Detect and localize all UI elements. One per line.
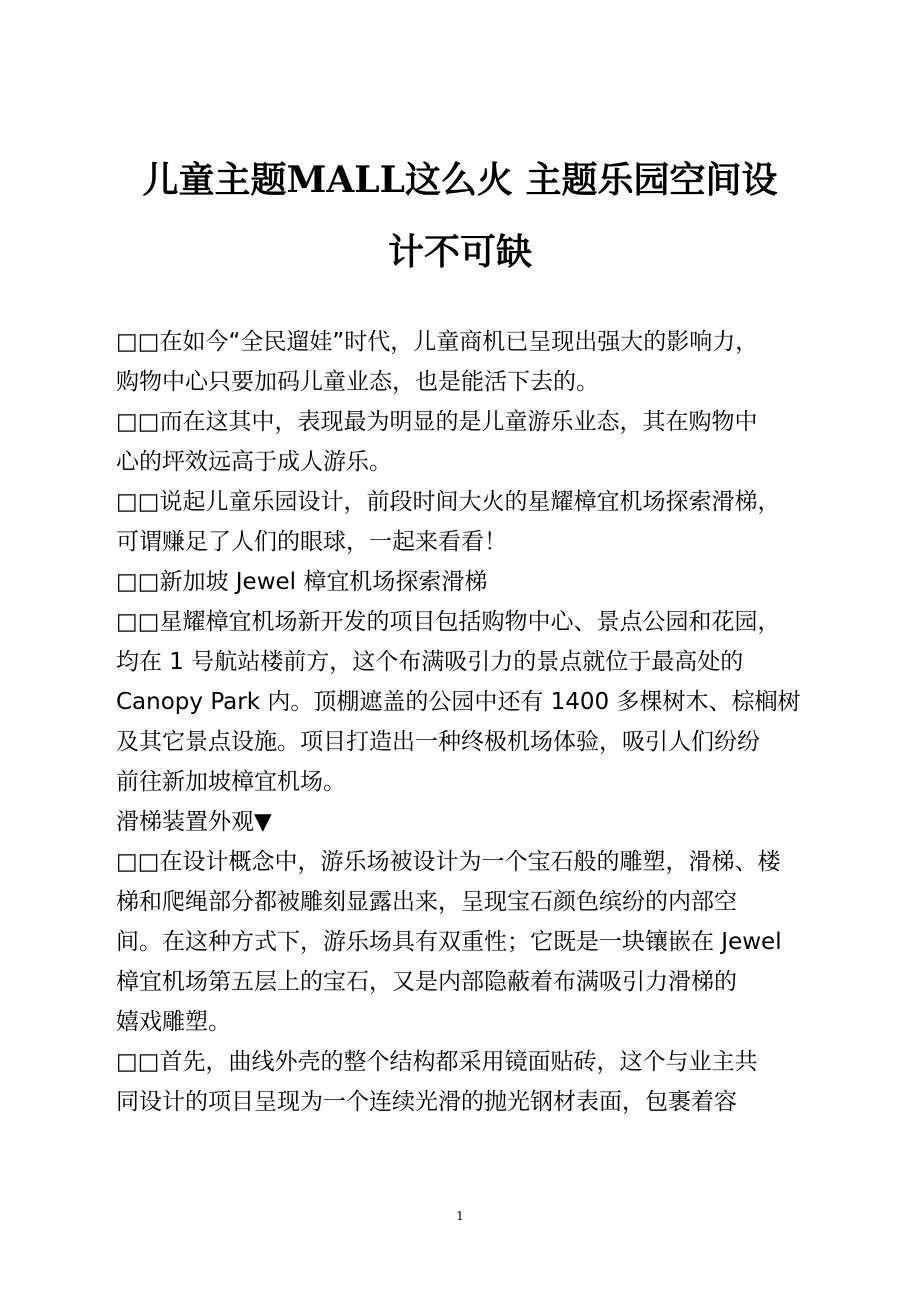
- body-line: □□而在这其中，表现最为明显的是儿童游乐业态，其在购物中: [116, 409, 758, 435]
- body-line: 梯和爬绳部分都被雕刻显露出来，呈现宝石颜色缤纷的内部空: [116, 889, 737, 915]
- body-line: Canopy Park 内。顶棚遮盖的公园中还有 1400 多棵树木、棕榈树: [116, 689, 801, 715]
- body-line: 滑梯装置外观▼: [116, 809, 272, 835]
- page-number: 1: [456, 1209, 464, 1223]
- body-line: 均在 1 号航站楼前方，这个布满吸引力的景点就位于最高处的: [116, 649, 744, 675]
- body-line: □□首先，曲线外壳的整个结构都采用镜面贴砖，这个与业主共: [116, 1049, 758, 1075]
- body-line: 可谓赚足了人们的眼球，一起来看看！: [116, 529, 507, 555]
- body-line: □□在设计概念中，游乐场被设计为一个宝石般的雕塑，滑梯、楼: [116, 849, 781, 875]
- body-line: 间。在这种方式下，游乐场具有双重性；它既是一块镶嵌在 Jewel: [116, 929, 782, 955]
- body-line: □□说起儿童乐园设计，前段时间大火的星耀樟宜机场探索滑梯，: [116, 489, 781, 515]
- body-line: 心的坪效远高于成人游乐。: [116, 449, 392, 475]
- body-line: □□新加坡 Jewel 樟宜机场探索滑梯: [116, 569, 488, 595]
- body-line: 及其它景点设施。项目打造出一种终极机场体验，吸引人们纷纷: [116, 729, 760, 755]
- body-line: □□在如今“全民遛娃”时代，儿童商机已呈现出强大的影响力，: [116, 329, 759, 355]
- body-line: 嬉戏雕塑。: [116, 1009, 231, 1035]
- body-line: 购物中心只要加码儿童业态，也是能活下去的。: [116, 369, 599, 395]
- body-line: 前往新加坡樟宜机场。: [116, 769, 346, 795]
- body-line: 同设计的项目呈现为一个连续光滑的抛光钢材表面，包裹着容: [116, 1089, 737, 1115]
- body-line: □□星耀樟宜机场新开发的项目包括购物中心、景点公园和花园，: [116, 609, 781, 635]
- document-title-line-2: 计不可缺: [387, 231, 532, 273]
- document-body: [116, 322, 806, 1122]
- document-title-line-1: 儿童主题MALL这么火 主题乐园空间设: [142, 159, 778, 201]
- body-line: 樟宜机场第五层上的宝石，又是内部隐蔽着布满吸引力滑梯的: [116, 969, 737, 995]
